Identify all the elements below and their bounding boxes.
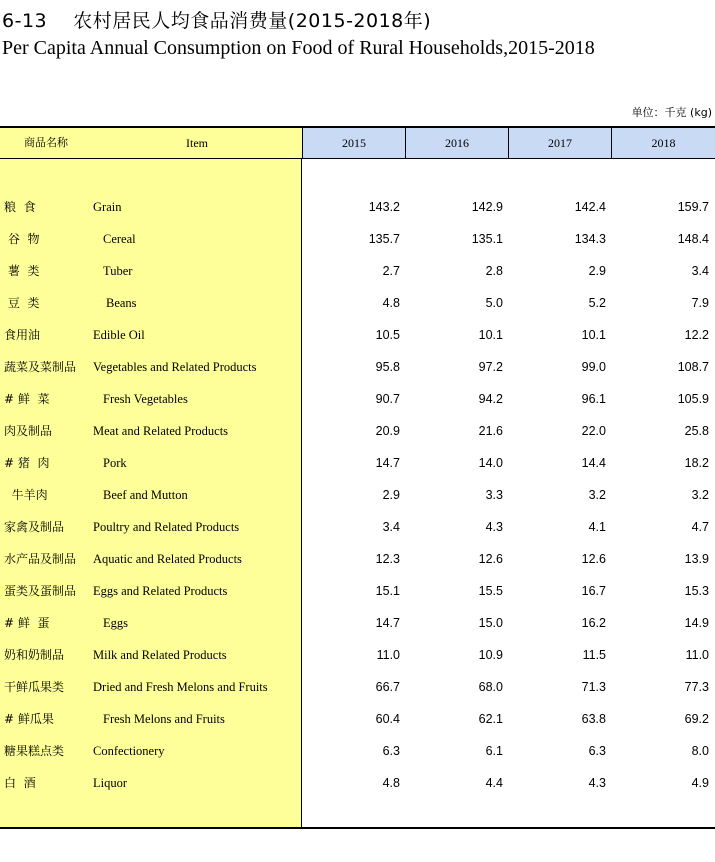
- row-value-2016: 4.3: [485, 520, 503, 534]
- header-item-cn: 商品名称: [0, 128, 92, 158]
- table-row: [0, 639, 715, 671]
- row-item-en: Tuber: [103, 264, 133, 278]
- row-value-2017: 96.1: [581, 392, 606, 406]
- header-year-2015: 2015: [302, 128, 405, 158]
- row-value-2018: 12.2: [684, 328, 709, 342]
- row-value-2018: 3.2: [691, 488, 709, 502]
- row-value-2017: 4.1: [588, 520, 606, 534]
- row-item-cn: 白 酒: [4, 776, 36, 790]
- row-value-2015: 2.7: [382, 264, 400, 278]
- row-item-cn: # 鲜 蛋: [4, 616, 50, 630]
- row-value-2015: 3.4: [382, 520, 400, 534]
- row-item-cn: 肉及制品: [4, 424, 53, 438]
- row-value-2017: 142.4: [574, 200, 606, 214]
- row-value-2018: 77.3: [684, 680, 709, 694]
- header-year-2018: 2018: [611, 128, 715, 158]
- table-row: [0, 543, 715, 575]
- row-value-2016: 94.2: [478, 392, 503, 406]
- table-row: [0, 671, 715, 703]
- row-value-2017: 11.5: [582, 648, 606, 662]
- row-value-2015: 10.5: [375, 328, 400, 342]
- row-value-2018: 159.7: [677, 200, 709, 214]
- row-value-2016: 3.3: [485, 488, 503, 502]
- row-value-2015: 4.8: [382, 776, 400, 790]
- row-value-2016: 15.0: [478, 616, 503, 630]
- row-value-2016: 2.8: [485, 264, 503, 278]
- row-value-2016: 142.9: [471, 200, 503, 214]
- table-row: [0, 479, 715, 511]
- row-item-cn: 水产品及制品: [4, 552, 77, 566]
- table-row: [0, 415, 715, 447]
- table-row: [0, 319, 715, 351]
- row-value-2018: 69.2: [684, 712, 709, 726]
- row-value-2018: 4.9: [691, 776, 709, 790]
- row-item-cn: 食用油: [4, 328, 41, 342]
- row-value-2018: 7.9: [691, 296, 709, 310]
- row-item-en: Vegetables and Related Products: [93, 360, 257, 374]
- row-value-2017: 71.3: [581, 680, 606, 694]
- row-item-cn: # 猪 肉: [4, 456, 50, 470]
- row-item-en: Milk and Related Products: [93, 648, 227, 662]
- row-item-cn: 薯 类: [4, 264, 40, 278]
- row-value-2018: 108.7: [677, 360, 709, 374]
- row-item-cn: # 鲜瓜果: [4, 712, 54, 726]
- unit-label: 单位：千克 (kg): [631, 106, 712, 119]
- row-value-2018: 18.2: [684, 456, 709, 470]
- row-value-2017: 4.3: [588, 776, 606, 790]
- row-value-2017: 10.1: [581, 328, 606, 342]
- row-value-2018: 14.9: [684, 616, 709, 630]
- row-item-en: Fresh Vegetables: [103, 392, 188, 406]
- row-value-2017: 134.3: [574, 232, 606, 246]
- consumption-table: [0, 126, 715, 829]
- row-item-en: Edible Oil: [93, 328, 145, 342]
- row-item-en: Eggs and Related Products: [93, 584, 228, 598]
- row-value-2015: 143.2: [368, 200, 400, 214]
- row-value-2017: 16.2: [581, 616, 606, 630]
- header-year-2017: 2017: [508, 128, 611, 158]
- table-row: [0, 607, 715, 639]
- row-value-2015: 90.7: [375, 392, 400, 406]
- row-item-en: Confectionery: [93, 744, 165, 758]
- row-value-2018: 148.4: [677, 232, 709, 246]
- row-item-en: Beef and Mutton: [103, 488, 188, 502]
- row-item-en: Cereal: [103, 232, 136, 246]
- table-row: [0, 447, 715, 479]
- row-item-cn: 干鲜瓜果类: [4, 680, 65, 694]
- table-row: [0, 735, 715, 767]
- row-value-2018: 15.3: [684, 584, 709, 598]
- row-value-2018: 8.0: [691, 744, 709, 758]
- row-value-2015: 6.3: [382, 744, 400, 758]
- row-value-2015: 15.1: [375, 584, 400, 598]
- table-row: [0, 191, 715, 223]
- row-value-2016: 62.1: [478, 712, 503, 726]
- row-value-2016: 10.1: [478, 328, 503, 342]
- row-value-2017: 2.9: [588, 264, 606, 278]
- row-value-2016: 12.6: [478, 552, 503, 566]
- row-value-2017: 5.2: [588, 296, 606, 310]
- row-item-en: Grain: [93, 200, 122, 214]
- row-item-en: Liquor: [93, 776, 128, 790]
- row-value-2015: 14.7: [375, 616, 400, 630]
- row-item-cn: # 鲜 菜: [4, 392, 50, 406]
- row-value-2015: 14.7: [375, 456, 400, 470]
- table-row: [0, 767, 715, 799]
- table-header: [0, 128, 715, 159]
- row-value-2015: 11.0: [376, 648, 400, 662]
- row-item-cn: 牛羊肉: [4, 488, 48, 502]
- row-value-2016: 6.1: [485, 744, 503, 758]
- row-value-2015: 60.4: [375, 712, 400, 726]
- table-row: [0, 351, 715, 383]
- row-value-2017: 99.0: [581, 360, 606, 374]
- row-value-2016: 135.1: [471, 232, 503, 246]
- row-value-2015: 135.7: [368, 232, 400, 246]
- row-item-en: Poultry and Related Products: [93, 520, 240, 534]
- table-row: [0, 223, 715, 255]
- row-value-2018: 11.0: [685, 648, 709, 662]
- table-row: [0, 383, 715, 415]
- row-value-2018: 3.4: [691, 264, 709, 278]
- row-item-cn: 蛋类及蛋制品: [4, 584, 77, 598]
- header-item-en: Item: [92, 128, 302, 158]
- row-item-en: Aquatic and Related Products: [93, 552, 242, 566]
- row-item-cn: 豆 类: [4, 296, 40, 310]
- row-value-2017: 14.4: [581, 456, 606, 470]
- row-value-2015: 12.3: [375, 552, 400, 566]
- row-value-2017: 63.8: [581, 712, 606, 726]
- row-value-2018: 105.9: [677, 392, 709, 406]
- row-item-en: Pork: [103, 456, 127, 470]
- table-row: [0, 703, 715, 735]
- table-row: [0, 287, 715, 319]
- table-title-cn-text: 农村居民人均食品消费量(2015-2018年): [73, 10, 432, 32]
- row-value-2016: 10.9: [478, 648, 503, 662]
- row-value-2017: 16.7: [581, 584, 606, 598]
- row-item-cn: 家禽及制品: [4, 520, 65, 534]
- table-title-en: Per Capita Annual Consumption on Food of Rural Households,2015-2018: [2, 37, 595, 59]
- row-value-2015: 66.7: [375, 680, 400, 694]
- row-item-en: Beans: [106, 296, 137, 310]
- row-item-en: Eggs: [103, 616, 128, 630]
- table-number: 6-13: [2, 10, 48, 32]
- row-value-2016: 4.4: [485, 776, 503, 790]
- row-item-en: Dried and Fresh Melons and Fruits: [93, 680, 268, 694]
- row-value-2018: 4.7: [691, 520, 709, 534]
- row-item-cn: 糖果糕点类: [4, 744, 65, 758]
- table-row: [0, 575, 715, 607]
- row-value-2016: 14.0: [478, 456, 503, 470]
- row-value-2015: 2.9: [382, 488, 400, 502]
- table-row: [0, 255, 715, 287]
- row-value-2016: 5.0: [485, 296, 503, 310]
- row-value-2018: 13.9: [684, 552, 709, 566]
- row-value-2015: 20.9: [375, 424, 400, 438]
- row-value-2017: 6.3: [588, 744, 606, 758]
- row-value-2017: 12.6: [581, 552, 606, 566]
- row-value-2016: 21.6: [478, 424, 503, 438]
- row-item-en: Meat and Related Products: [93, 424, 229, 438]
- row-value-2016: 68.0: [478, 680, 503, 694]
- row-item-cn: 奶和奶制品: [4, 648, 65, 662]
- row-item-cn: 粮 食: [4, 200, 36, 214]
- row-item-cn: 谷 物: [4, 232, 40, 246]
- table-title-cn: [2, 6, 431, 33]
- header-year-2016: 2016: [405, 128, 508, 158]
- row-value-2018: 25.8: [684, 424, 709, 438]
- row-item-en: Fresh Melons and Fruits: [103, 712, 225, 726]
- row-item-cn: 蔬菜及菜制品: [4, 360, 77, 374]
- row-value-2015: 4.8: [382, 296, 400, 310]
- table-row: [0, 511, 715, 543]
- row-value-2016: 97.2: [478, 360, 503, 374]
- row-value-2017: 22.0: [581, 424, 606, 438]
- row-value-2016: 15.5: [478, 584, 503, 598]
- row-value-2017: 3.2: [588, 488, 606, 502]
- row-value-2015: 95.8: [375, 360, 400, 374]
